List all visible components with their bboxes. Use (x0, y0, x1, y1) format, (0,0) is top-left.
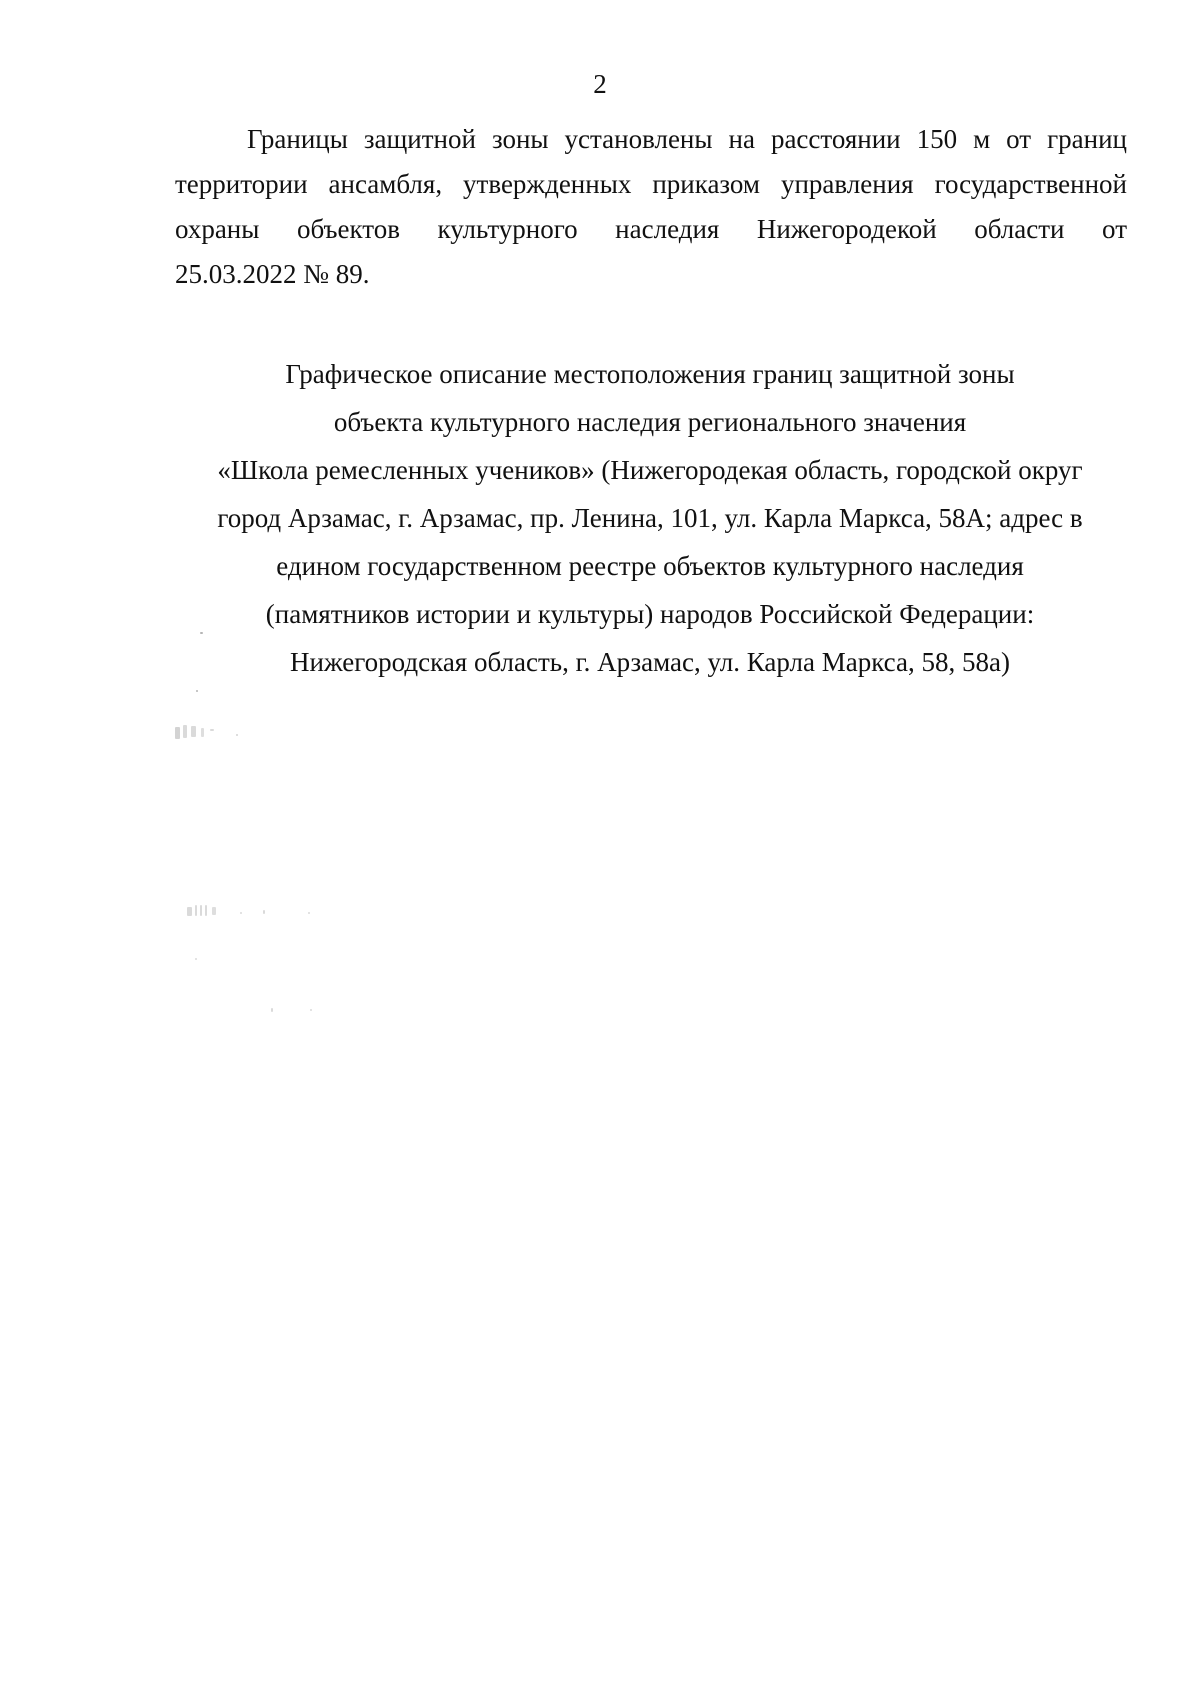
scan-speck (210, 729, 214, 731)
scan-speck (205, 905, 207, 916)
heading-line: (памятников истории и культуры) народов Российской Федерации: (265, 599, 1035, 629)
scan-speck (195, 958, 197, 960)
scan-speck (308, 912, 310, 914)
paragraph-line: 25.03.2022 № 89. (175, 259, 370, 289)
scan-speck (212, 907, 216, 915)
scan-speck (271, 1008, 273, 1012)
scan-speck (183, 725, 187, 738)
scan-speck (187, 907, 192, 916)
scan-speck (263, 910, 265, 914)
scan-speck (195, 905, 197, 916)
scan-speck (196, 690, 198, 692)
paragraph-line: территории ансамбля, утвержденных приказом управления государственной (175, 169, 1127, 199)
heading-line: объекта культурного наследия регионального значения (333, 407, 967, 437)
scan-speck (201, 728, 204, 737)
heading-line: «Школа ремесленных учеников» (Нижегородекая область, городской округ (217, 455, 1083, 485)
page-number: 2 (593, 69, 607, 99)
scan-speck (175, 727, 180, 739)
scan-speck (310, 1009, 312, 1011)
body-paragraph (175, 117, 1127, 297)
paragraph-line: охраны объектов культурного наследия Нижегородекой области от (175, 214, 1127, 244)
scan-speck (200, 632, 203, 634)
scan-speck (200, 905, 202, 916)
heading-line: город Арзамас, г. Арзамас, пр. Ленина, 101, ул. Карла Маркса, 58А; адрес в (217, 503, 1083, 533)
section-heading (150, 350, 1150, 686)
scan-speck (191, 726, 196, 737)
paragraph-line: Границы защитной зоны установлены на расстоянии 150 м от границ (247, 124, 1127, 154)
scan-speck (240, 912, 242, 914)
heading-line: Графическое описание местоположения границ защитной зоны (285, 359, 1015, 389)
heading-line: Нижегородская область, г. Арзамас, ул. Карла Маркса, 58, 58а) (290, 647, 1010, 677)
scan-speck (236, 734, 238, 736)
heading-line: едином государственном реестре объектов культурного наследия (276, 551, 1024, 581)
